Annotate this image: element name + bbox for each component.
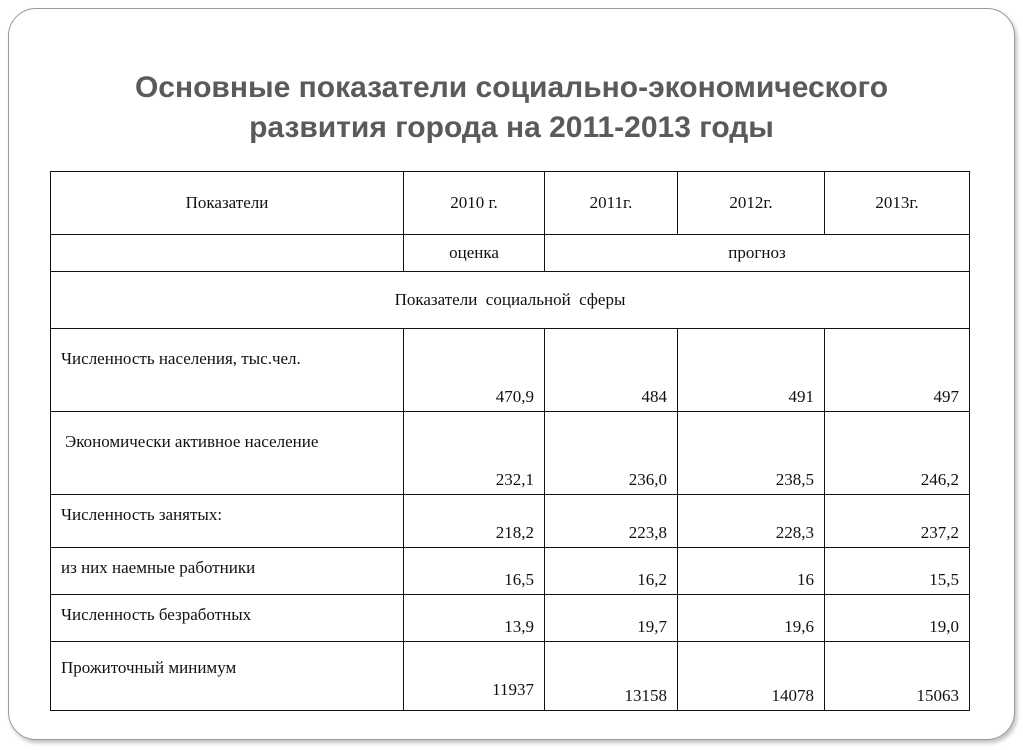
cell-value: 16,5 xyxy=(404,548,545,595)
cell-value: 236,0 xyxy=(545,412,678,495)
cell-value: 237,2 xyxy=(825,495,970,548)
cell-value: 19,6 xyxy=(678,595,825,642)
subheader-forecast: прогноз xyxy=(545,235,970,272)
header-row xyxy=(51,172,970,235)
cell-value: 19,0 xyxy=(825,595,970,642)
cell-value: 238,5 xyxy=(678,412,825,495)
cell-value: 19,7 xyxy=(545,595,678,642)
cell-value: 16,2 xyxy=(545,548,678,595)
cell-value: 246,2 xyxy=(825,412,970,495)
header-2012: 2012г. xyxy=(678,172,825,235)
header-2010: 2010 г. xyxy=(404,172,545,235)
cell-value: 15,5 xyxy=(825,548,970,595)
table-row xyxy=(51,595,970,642)
cell-value: 228,3 xyxy=(678,495,825,548)
cell-value: 13158 xyxy=(545,642,678,711)
cell-value: 484 xyxy=(545,329,678,412)
subheader-estimate: оценка xyxy=(404,235,545,272)
cell-value: 491 xyxy=(678,329,825,412)
cell-value: 11937 xyxy=(404,642,545,711)
indicators-table xyxy=(50,171,970,711)
table-row xyxy=(51,642,970,711)
cell-value: 14078 xyxy=(678,642,825,711)
subheader-empty xyxy=(51,235,404,272)
table-row xyxy=(51,412,970,495)
section-row xyxy=(51,272,970,329)
header-indicators: Показатели xyxy=(51,172,404,235)
cell-value: 497 xyxy=(825,329,970,412)
row-label: Численность безработных xyxy=(51,595,404,642)
header-2013: 2013г. xyxy=(825,172,970,235)
slide-title xyxy=(0,68,1023,148)
header-2011: 2011г. xyxy=(545,172,678,235)
cell-value: 232,1 xyxy=(404,412,545,495)
cell-value: 470,9 xyxy=(404,329,545,412)
row-label: из них наемные работники xyxy=(51,548,404,595)
table-row xyxy=(51,495,970,548)
title-line-2: развития города на 2011-2013 годы xyxy=(249,111,774,144)
section-title: Показатели социальной сферы xyxy=(51,272,970,329)
row-label: Численность населения, тыс.чел. xyxy=(51,329,404,412)
title-line-1: Основные показатели социально-экономического xyxy=(134,71,889,104)
row-label: Численность занятых: xyxy=(51,495,404,548)
cell-value: 16 xyxy=(678,548,825,595)
row-label: Экономически активное население xyxy=(51,412,404,495)
cell-value: 15063 xyxy=(825,642,970,711)
table-row xyxy=(51,329,970,412)
subheader-row xyxy=(51,235,970,272)
row-label: Прожиточный минимум xyxy=(51,642,404,711)
cell-value: 223,8 xyxy=(545,495,678,548)
cell-value: 218,2 xyxy=(404,495,545,548)
table-row xyxy=(51,548,970,595)
cell-value: 13,9 xyxy=(404,595,545,642)
